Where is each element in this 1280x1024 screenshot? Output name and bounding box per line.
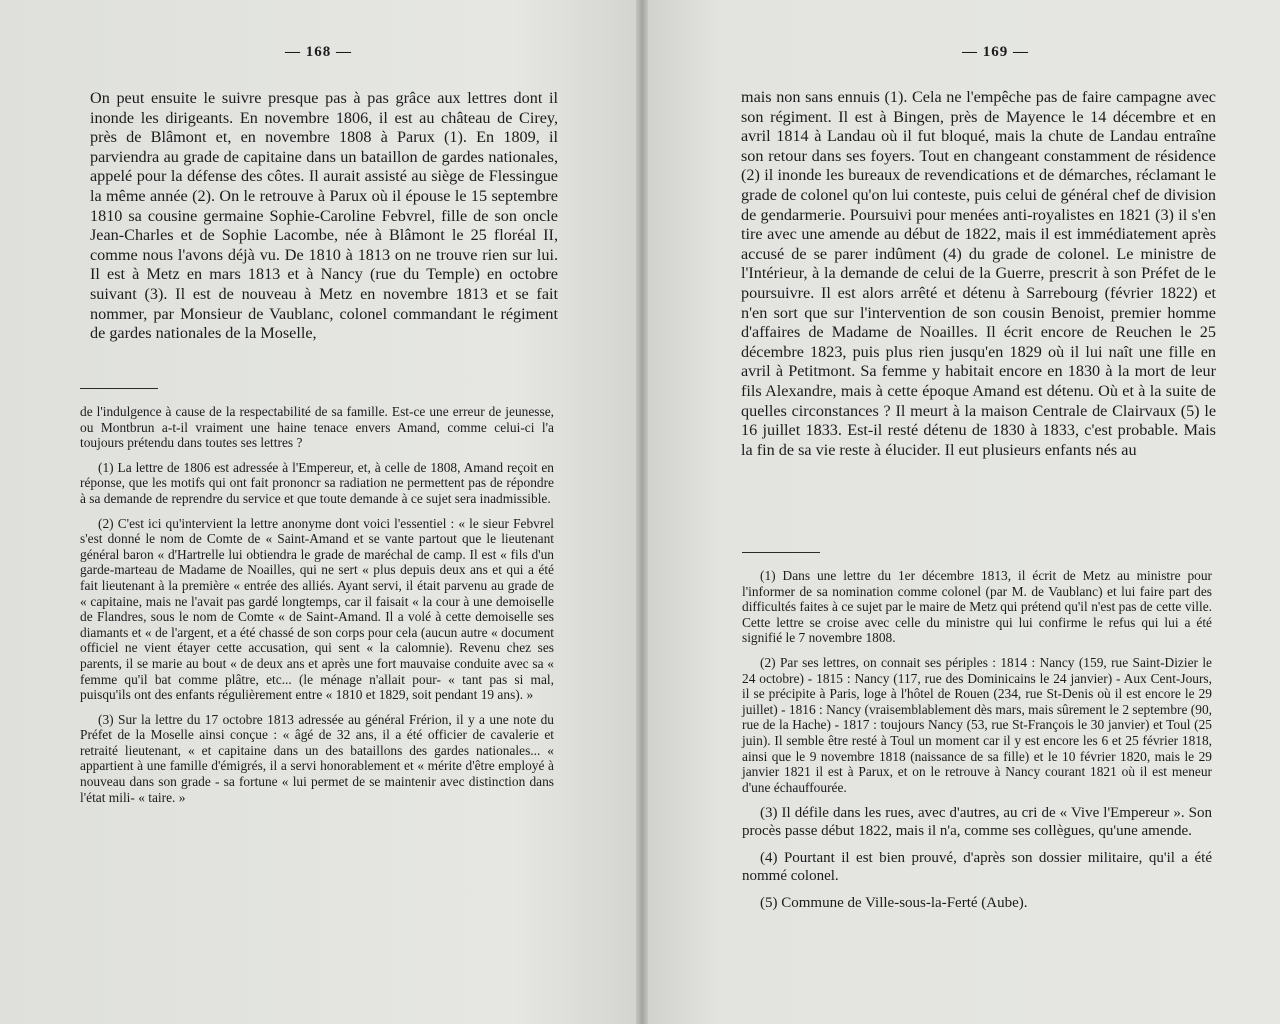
footnote: (2) C'est ici qu'intervient la lettre anonyme dont voici l'essentiel : « le sieur Febvrel s'est donné le nom de Comte de « Saint-Amand et se vante partout que le lieutenant général baron « d'Hartrelle lui obtiendra le grade de maréchal de camp. Il est « fils d'un garde-marteau de Madame de Noailles, qui ne sert « plus depuis deux ans et qui a été fait lieutenant à la première « entrée des alliés. Ayant servi, il était parvenu au grade de « capitaine, mais ne l'avait pas gardé longtemps, car il faisait « la cour à une demoiselle de Flandres, sous le nom de Comte « de Saint-Amand. Il a volé à cette demoiselle ses diamants et « de l'argent, et a été chassé de son corps pour cela (aucun autre « document officiel ne vient étayer cette accusation, qui sent « la calomnie). Revenu chez ses parents, il se marie au bout « de deux ans et après une fort mauvaise conduite avec sa « femme qu'il bat comme plâtre, etc... (le ménage n'allait pour- « tant pas si mal, puisqu'ils ont des enfants régulièrement entre « 1810 et 1829, soit pendant 19 ans). » <box>80 515 554 703</box>
footnote-separator <box>742 552 820 553</box>
footnote: (4) Pourtant il est bien prouvé, d'après son dossier militaire, qu'il a été nommé colonel. <box>742 850 1212 885</box>
footnote: (5) Commune de Ville-sous-la-Ferté (Aube). <box>760 895 1028 912</box>
main-text <box>90 89 558 344</box>
book-gutter <box>636 0 648 1024</box>
main-text <box>741 88 1216 460</box>
page-number: — 169 — <box>962 44 1029 60</box>
paragraph: mais non sans ennuis (1). Cela ne l'empêche pas de faire campagne avec son régiment. Il est à Bingen, près de Mayence le 14 décembre et en avril 1814 à Landau où il fut bloqué, mais la chute de Landau entraîne son retour dans ses foyers. Tout en changeant constamment de résidence (2) il inonde les bureaux de revendications et de démarches, réclamant le grade de colonel qu'on lui conteste, puis celui de général chef de division de gendarmerie. Poursuivi pour menées anti-royalistes en 1821 (3) il s'en tire avec une amende au début de 1822, mais il est immédiatement après accusé de se parer indûment (4) du grade de colonel. Le ministre de l'Intérieur, à la demande de celui de la Guerre, prescrit à son Préfet de le poursuivre. Il est alors arrêté et détenu à Sarrebourg (février 1822) et n'en sort que sur l'intervention de son cousin Benoist, premier homme d'affaires de Madame de Noailles. Il écrit encore de Reuchen le 25 décembre 1823, puis plus rien jusqu'en 1829 où il lui naît une fille en avril à Petitmont. Sa femme y habitait encore en 1830 à la mort de leur fils Alexandre, mais à cette époque Amand est détenu. Où et à la suite de quelles circonstances ? Il meurt à la maison Centrale de Clairvaux (5) le 16 juillet 1833. Est-il resté détenu de 1830 à 1833, c'est probable. Mais la fin de sa vie reste à élucider. Il eut plusieurs enfants nés au <box>741 88 1216 459</box>
footnote: (1) Dans une lettre du 1er décembre 1813, il écrit de Metz au ministre pour l'informer de sa nomination comme colonel (par M. de Vaublanc) et lui faire part des difficultés faites à ce sujet par le maire de Metz qui prétend qu'il n'est pas de cette ville. Cette lettre se croise avec celle du ministre qui lui confirme le refus qui lui a été signifié le 7 novembre 1808. <box>742 568 1212 646</box>
footnote: (3) Sur la lettre du 17 octobre 1813 adressée au général Frérion, il y a une note du Préfet de la Moselle ainsi conçue : « âgé de 32 ans, il a été officier de cavalerie et retraité lieutenant, « et capitaine dans un des bataillons des gardes nationales... « appartient à une famille d'émigrés, il a servi honorablement et « mérite d'être employé à nouveau dans son grade - sa fortune « lui permet de se maintenir avec distinction dans l'état mili- « taire. » <box>80 711 554 805</box>
footnotes <box>80 404 554 814</box>
footnote: de l'indulgence à cause de la respectabilité de sa famille. Est-ce une erreur de jeunesse, ou Montbrun a-t-il vraiment une haine tenace envers Amand, comme celui-ci l'a toujours prétendu dans toutes ses lettres ? <box>80 404 554 451</box>
footnote: (3) Il défile dans les rues, avec d'autres, au cri de « Vive l'Empereur ». Son procès passe début 1822, mais il n'a, comme ses collègues, qu'une amende. <box>742 805 1212 840</box>
page-number: — 168 — <box>285 44 352 60</box>
footnote-separator <box>80 388 158 389</box>
footnotes <box>742 568 1212 921</box>
paragraph: On peut ensuite le suivre presque pas à pas grâce aux lettres dont il inonde les dirigeants. En novembre 1806, il est au château de Cirey, près de Blâmont et, en novembre 1808 à Parux (1). En 1809, il parviendra au grade de capitaine dans un bataillon de gardes nationales, appelé pour la défense des côtes. Il aurait assisté au siège de Flessingue la même année (2). On le retrouve à Parux où il épouse le 15 septembre 1810 sa cousine germaine Sophie-Caroline Febvrel, fille de son oncle Jean-Charles et de Sophie Lacombe, née à Blâmont le 25 floréal II, comme nous l'avons déjà vu. De 1810 à 1813 on ne trouve rien sur lui. Il est à Metz en mars 1813 et à Nancy (rue du Temple) en octobre suivant (3). Il est de nouveau à Metz en novembre 1813 et se fait nommer, par Monsieur de Vaublanc, colonel commandant le régiment de gardes nationales de la Moselle, <box>90 89 558 343</box>
right-page <box>642 0 1280 1024</box>
footnote: (2) Par ses lettres, on connait ses périples : 1814 : Nancy (159, rue Saint-Dizier le 24 octobre) - 1815 : Nancy (117, rue des Dominicains le 24 janvier) - Aux Cent-Jours, il se précipite à Paris, loge à l'hôtel de Rouen (234, rue St-Denis où il est encore le 29 juillet) - 1816 : Nancy (vraisemblablement dès mars, mais sûrement le 2 septembre (90, rue de la Hache) - 1817 : toujours Nancy (53, rue St-François le 30 janvier) et Toul (25 juin). Il semble être resté à Toul un moment car il y est encore les 6 et 25 février 1818, ainsi que le 9 novembre 1818 (naissance de sa fille) et le 10 février 1820, mais le 29 janvier 1821 il est à Parux, et on le retrouve à Nancy courant 1821 où il est meneur d'une échauffourée. <box>742 654 1212 795</box>
footnote: (1) La lettre de 1806 est adressée à l'Empereur, et, à celle de 1808, Amand reçoit en réponse, que les motifs qui ont fait prononcr sa radiation ne permettent pas de répondre à sa demande de reprendre du service et que toute demande à ce sujet sera inadmissible. <box>80 459 554 506</box>
